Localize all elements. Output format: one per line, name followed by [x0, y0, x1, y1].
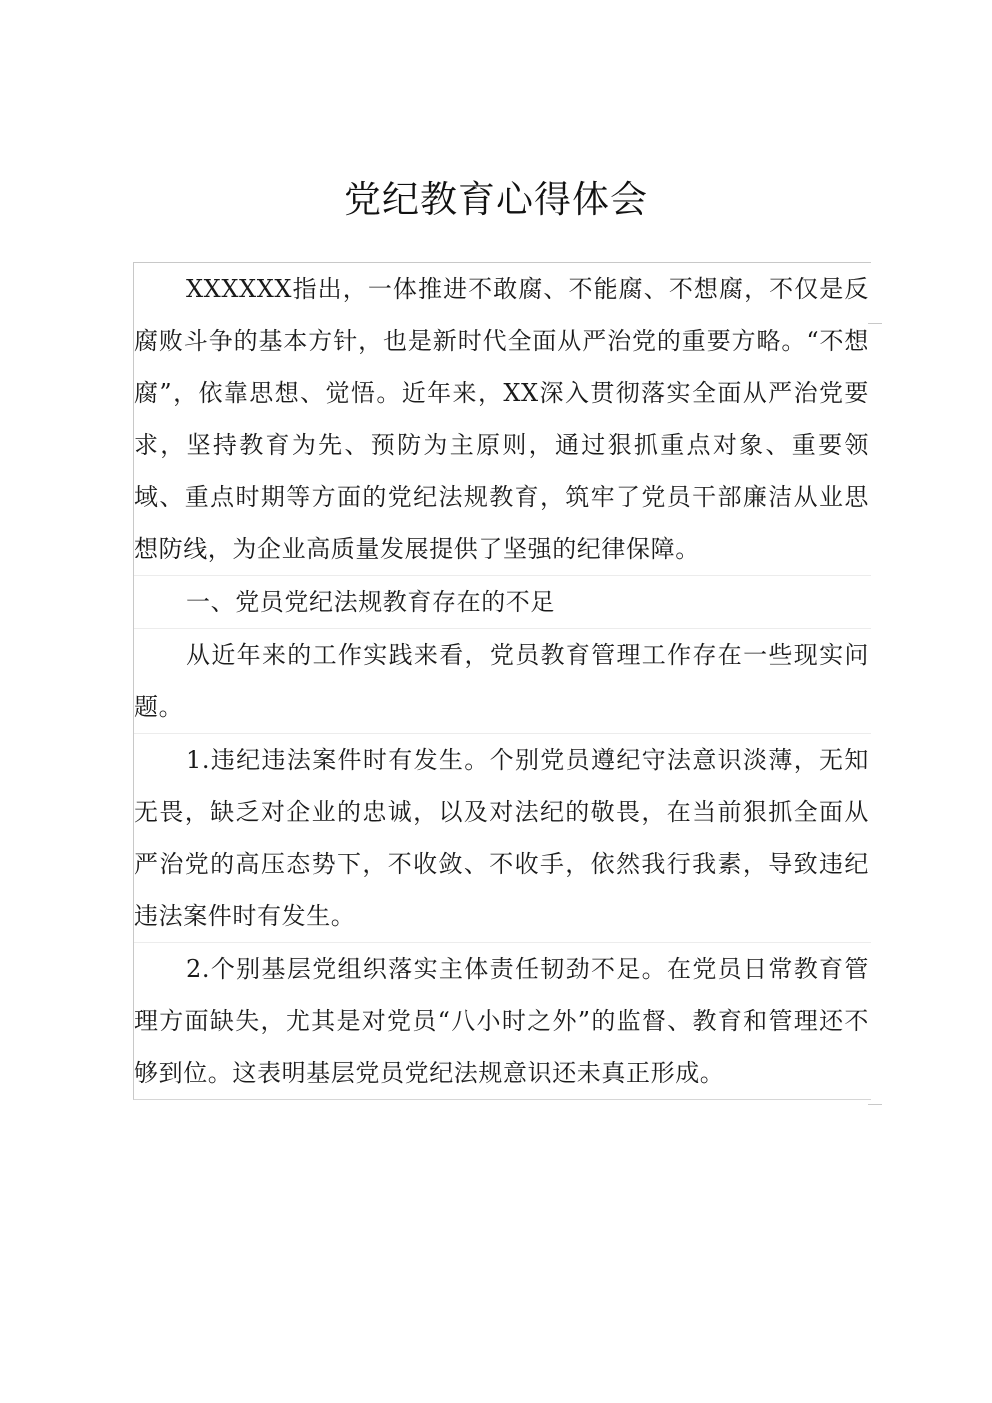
intro-paragraph: XXXXXX指出，一体推进不敢腐、不能腐、不想腐，不仅是反腐败斗争的基本方针，也是新时代全面从严治党的重要方略。“不想腐”，依靠思想、觉悟。近年来，XX深入贯彻落实全面从严治党要求，坚持教育为先、预防为主原则，通过狠抓重点对象、重要领域、重点时期等方面的党纪法规教育，筑牢了党员干部廉洁从业思想防线，为企业高质量发展提供了坚强的纪律保障。: [134, 263, 871, 576]
section-heading: 一、党员党纪法规教育存在的不足: [134, 576, 871, 629]
margin-mark: [868, 1104, 882, 1105]
body-paragraph: 从近年来的工作实践来看，党员教育管理工作存在一些现实问题。: [134, 629, 871, 734]
point-one-paragraph: 1.违纪违法案件时有发生。个别党员遵纪守法意识淡薄，无知无畏，缺乏对企业的忠诚，以及对法纪的敬畏，在当前狠抓全面从严治党的高压态势下，不收敛、不收手，依然我行我素，导致违纪违法案件时有发生。: [134, 734, 871, 943]
point-two-paragraph: 2.个别基层党组织落实主体责任韧劲不足。在党员日常教育管理方面缺失，尤其是对党员“八小时之外”的监督、教育和管理还不够到位。这表明基层党员党纪法规意识还未真正形成。: [134, 955, 869, 1087]
document-body: [133, 262, 871, 1100]
document-title: 党纪教育心得体会: [344, 178, 648, 221]
